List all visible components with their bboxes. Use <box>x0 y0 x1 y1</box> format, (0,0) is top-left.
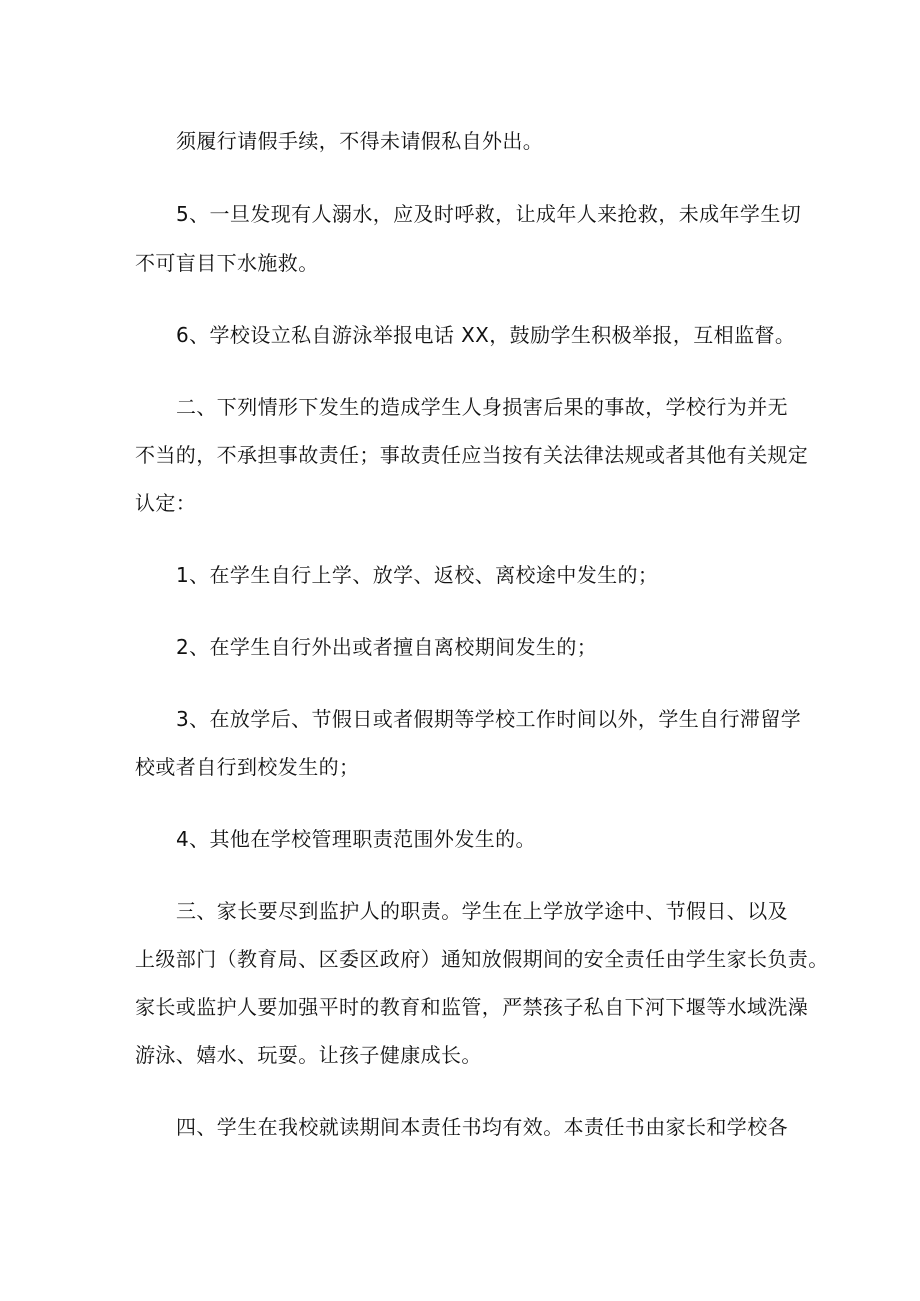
text-line: 不可盲目下水施救。 <box>135 251 319 275</box>
text-line: 5、一旦发现有人溺水，应及时呼救，让成年人来抢救，未成年学生切 <box>176 202 802 226</box>
text-line: 家长或监护人要加强平时的教育和监管，严禁孩子私自下河下堰等水域洗澡 <box>135 995 809 1019</box>
text-line: 6、学校设立私自游泳举报电话 XX，鼓励学生积极举报，互相监督。 <box>176 323 796 347</box>
text-line: 四、学生在我校就读期间本责任书均有效。本责任书由家长和学校各 <box>176 1115 788 1139</box>
text-line: 游泳、嬉水、玩耍。让孩子健康成长。 <box>135 1043 482 1067</box>
text-line: 三、家长要尽到监护人的职责。学生在上学放学途中、节假日、以及 <box>176 899 788 923</box>
text-line: 3、在放学后、节假日或者假期等学校工作时间以外，学生自行滞留学 <box>176 707 802 731</box>
text-line: 校或者自行到校发生的； <box>135 755 360 779</box>
text-line: 1、在学生自行上学、放学、返校、离校途中发生的； <box>176 563 659 587</box>
text-line: 不当的，不承担事故责任；事故责任应当按有关法律法规或者其他有关规定 <box>135 443 809 467</box>
text-line: 2、在学生自行外出或者擅自离校期间发生的； <box>176 635 598 659</box>
text-line: 认定： <box>135 491 197 515</box>
text-line: 4、其他在学校管理职责范围外发生的。 <box>176 827 536 851</box>
text-line: 二、下列情形下发生的造成学生人身损害后果的事故，学校行为并无 <box>176 395 788 419</box>
text-line: 上级部门（教育局、区委区政府）通知放假期间的安全责任由学生家长负责。 <box>135 947 829 971</box>
text-line: 须履行请假手续，不得未请假私自外出。 <box>176 129 544 153</box>
